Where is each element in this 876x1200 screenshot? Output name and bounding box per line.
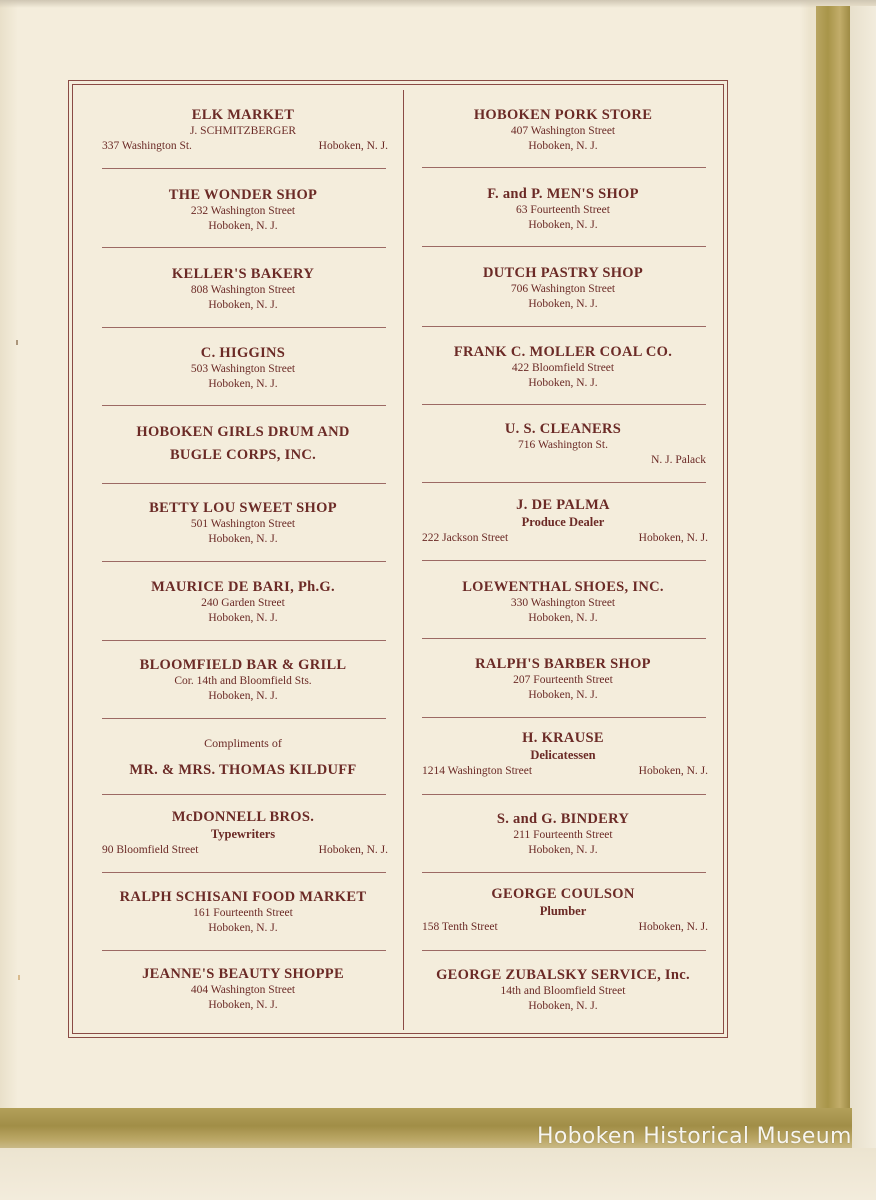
- listing-city: Hoboken, N. J.: [528, 611, 598, 624]
- listing-name: KELLER'S BAKERY: [171, 266, 315, 282]
- divider-rule: [422, 717, 706, 718]
- listing-wonder-shop: [94, 186, 392, 233]
- listing-city: Hoboken, N. J.: [638, 765, 708, 777]
- listing-address-row: [94, 139, 392, 154]
- listing-name: GEORGE COULSON: [491, 886, 635, 902]
- listing-address: 222 Jackson Street: [422, 532, 509, 544]
- listing-city: Hoboken, N. J.: [528, 843, 598, 856]
- page-top-shadow: [0, 0, 876, 8]
- divider-rule: [422, 246, 706, 247]
- divider-rule: [422, 560, 706, 561]
- listing-address: 14th and Bloomfield Street: [500, 985, 626, 997]
- listing-s-and-g-bindery: [414, 810, 712, 857]
- listing-name: MR. & MRS. THOMAS KILDUFF: [129, 762, 357, 778]
- divider-rule: [102, 640, 386, 641]
- listing-city: Hoboken, N. J.: [528, 999, 598, 1012]
- listing-ralph-schisani: [94, 888, 392, 935]
- listing-name: HOBOKEN PORK STORE: [473, 107, 653, 123]
- listing-name: RALPH SCHISANI FOOD MARKET: [119, 889, 367, 905]
- listing-name: HOBOKEN GIRLS DRUM AND: [136, 424, 350, 440]
- listing-city: Hoboken, N. J.: [318, 139, 388, 152]
- listing-f-and-p-mens-shop: [414, 185, 712, 232]
- divider-rule: [422, 638, 706, 639]
- listing-city: Hoboken, N. J.: [208, 532, 278, 545]
- listing-proprietor: N. J. Palack: [651, 453, 706, 466]
- listing-name: J. DE PALMA: [516, 497, 610, 513]
- divider-rule: [102, 872, 386, 873]
- listing-city: Hoboken, N. J.: [638, 532, 708, 544]
- listing-address: 503 Washington Street: [190, 363, 296, 375]
- listing-mcdonnell-bros: [94, 808, 392, 858]
- compliments-text: Compliments of: [204, 736, 282, 750]
- listing-name: RALPH'S BARBER SHOP: [475, 656, 651, 672]
- listing-city: Hoboken, N. J.: [208, 377, 278, 390]
- listing-jeannes-beauty-shoppe: [94, 965, 392, 1012]
- divider-rule: [102, 794, 386, 795]
- listing-city: Hoboken, N. J.: [208, 219, 278, 232]
- listing-address: 808 Washington Street: [190, 284, 296, 296]
- listing-address: 337 Washington St.: [102, 139, 192, 152]
- listing-ralphs-barber-shop: [414, 655, 712, 702]
- paper-speck: [18, 975, 20, 980]
- listing-address: 330 Washington Street: [510, 597, 616, 609]
- listing-j-de-palma: [414, 496, 712, 546]
- divider-rule: [422, 326, 706, 327]
- listing-hoboken-pork-store: [414, 106, 712, 153]
- listing-city: Hoboken, N. J.: [528, 376, 598, 389]
- listing-trade: Plumber: [539, 904, 587, 918]
- listing-city: Hoboken, N. J.: [208, 298, 278, 311]
- listing-city: Hoboken, N. J.: [528, 139, 598, 152]
- listing-name: THE WONDER SHOP: [168, 187, 318, 203]
- listing-city: Hoboken, N. J.: [208, 689, 278, 702]
- listing-name: FRANK C. MOLLER COAL CO.: [453, 344, 673, 360]
- listing-city: Hoboken, N. J.: [638, 921, 708, 933]
- listing-address: Cor. 14th and Bloomfield Sts.: [174, 675, 312, 687]
- listing-address: 706 Washington Street: [510, 283, 616, 295]
- listing-address: 716 Washington St.: [518, 439, 608, 451]
- listing-name: DUTCH PASTRY SHOP: [482, 265, 644, 281]
- listing-address: 232 Washington Street: [190, 205, 296, 217]
- listing-elk-market: [94, 106, 392, 153]
- listing-address: 404 Washington Street: [190, 984, 296, 996]
- listing-name: BLOOMFIELD BAR & GRILL: [139, 657, 347, 673]
- listing-address: 63 Fourteenth Street: [516, 204, 610, 216]
- listing-name: GEORGE ZUBALSKY SERVICE, Inc.: [436, 967, 690, 983]
- listing-address-row: [414, 920, 712, 935]
- divider-rule: [422, 950, 706, 951]
- listing-name: ELK MARKET: [191, 107, 295, 123]
- listing-name: JEANNE'S BEAUTY SHOPPE: [142, 966, 344, 982]
- paper-speck: [16, 340, 18, 345]
- listing-city: Hoboken, N. J.: [208, 998, 278, 1011]
- listing-maurice-de-bari: [94, 578, 392, 625]
- listing-kilduff: [94, 735, 392, 779]
- listing-c-higgins: [94, 344, 392, 391]
- listing-city: Hoboken, N. J.: [208, 611, 278, 624]
- divider-rule: [102, 405, 386, 406]
- gold-border-right: [816, 6, 850, 1118]
- divider-rule: [102, 483, 386, 484]
- listing-city: Hoboken, N. J.: [208, 921, 278, 934]
- listing-city: Hoboken, N. J.: [528, 688, 598, 701]
- divider-rule: [102, 327, 386, 328]
- listing-address: 211 Fourteenth Street: [513, 829, 613, 841]
- divider-rule: [102, 950, 386, 951]
- listing-name: BETTY LOU SWEET SHOP: [149, 500, 337, 516]
- divider-rule: [102, 247, 386, 248]
- listing-trade: Produce Dealer: [521, 515, 605, 529]
- listing-address: 207 Fourteenth Street: [513, 674, 613, 686]
- listing-address: 90 Bloomfield Street: [102, 844, 199, 856]
- listing-kellers-bakery: [94, 265, 392, 312]
- page-edge-bottom: [0, 1148, 876, 1200]
- column-divider: [403, 90, 404, 1030]
- page-edge-right: [850, 6, 876, 1200]
- listing-address-row: [414, 764, 712, 779]
- listing-name: McDONNELL BROS.: [171, 809, 315, 825]
- listing-us-cleaners: [414, 420, 712, 467]
- listing-address: 161 Fourteenth Street: [193, 907, 293, 919]
- listing-address: 422 Bloomfield Street: [511, 362, 615, 374]
- listing-city: Hoboken, N. J.: [528, 218, 598, 231]
- listing-name: MAURICE DE BARI, Ph.G.: [151, 579, 335, 595]
- listing-betty-lou-sweet-shop: [94, 499, 392, 546]
- listing-name: S. and G. BINDERY: [496, 811, 630, 827]
- divider-rule: [102, 718, 386, 719]
- listing-address: 407 Washington Street: [510, 125, 616, 137]
- listing-address-row: [94, 843, 392, 858]
- listing-city: Hoboken, N. J.: [528, 297, 598, 310]
- listing-george-coulson: [414, 885, 712, 935]
- listing-address: 240 Garden Street: [201, 597, 285, 609]
- listing-name: C. HIGGINS: [200, 345, 286, 361]
- listing-name: F. and P. MEN'S SHOP: [487, 186, 639, 202]
- divider-rule: [102, 168, 386, 169]
- listing-address: 158 Tenth Street: [422, 921, 498, 933]
- museum-watermark: Hoboken Historical Museum: [537, 1124, 852, 1149]
- listing-trade: Delicatessen: [530, 748, 596, 762]
- divider-rule: [422, 794, 706, 795]
- listing-name: LOEWENTHAL SHOES, INC.: [462, 579, 664, 595]
- listing-address-row: [414, 531, 712, 546]
- divider-rule: [422, 482, 706, 483]
- listing-bloomfield-bar-grill: [94, 656, 392, 703]
- listing-name: H. KRAUSE: [522, 730, 604, 746]
- listing-address: 1214 Washington Street: [422, 765, 533, 777]
- listing-h-krause: [414, 729, 712, 779]
- divider-rule: [422, 404, 706, 405]
- listing-proprietor: J. SCHMITZBERGER: [189, 125, 297, 137]
- listing-address: 501 Washington Street: [190, 518, 296, 530]
- listing-name: U. S. CLEANERS: [504, 421, 622, 437]
- divider-rule: [422, 872, 706, 873]
- listing-drum-bugle-corps: [94, 421, 392, 467]
- listing-dutch-pastry-shop: [414, 264, 712, 311]
- listing-george-zubalsky: [414, 966, 712, 1013]
- divider-rule: [422, 167, 706, 168]
- listing-trade: Typewriters: [210, 827, 276, 841]
- listing-loewenthal-shoes: [414, 578, 712, 625]
- listing-frank-c-moller-coal: [414, 343, 712, 390]
- listing-name: BUGLE CORPS, INC.: [169, 447, 317, 463]
- listing-city: Hoboken, N. J.: [318, 844, 388, 856]
- divider-rule: [102, 561, 386, 562]
